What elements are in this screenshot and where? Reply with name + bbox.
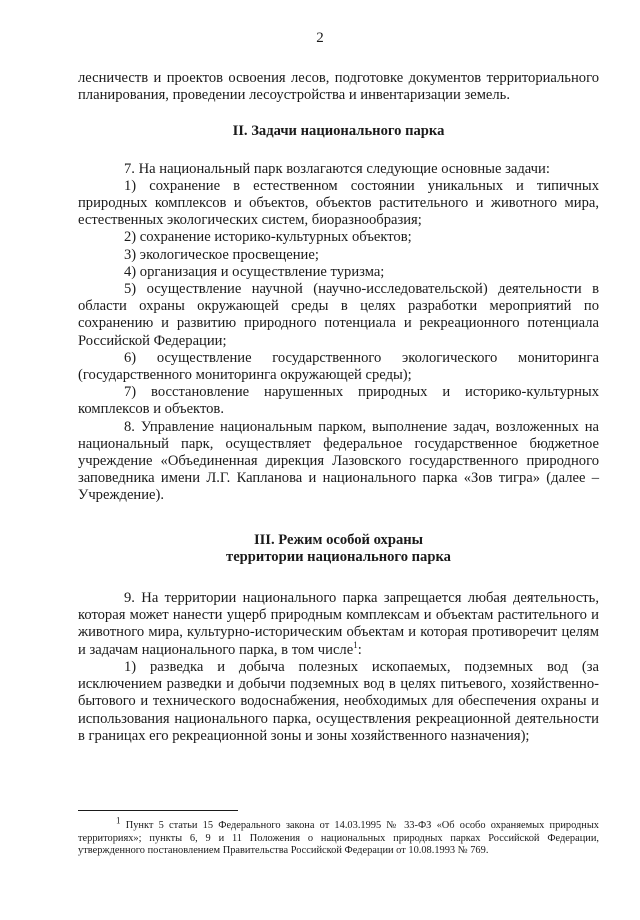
section-3-heading-line2: территории национального парка (226, 548, 451, 565)
paragraph-8: 8. Управление национальным парком, выполнение задач, возложенных на национальный парк, осуществляет федеральное государственное бюджетное учреждение «Объединенная дирекция Лазовского государственного природного заповедника имени Л.Г. Капланова и национального парка «Зов тигра» (далее – Учреждение). (78, 418, 599, 504)
task-item: 7) восстановление нарушенных природных и историко-культурных комплексов и объектов. (78, 384, 599, 418)
paragraph-9 (78, 590, 599, 659)
footnote-separator (78, 810, 238, 811)
section-3-heading (78, 532, 599, 566)
footnote-reference[interactable]: 1 (353, 639, 358, 650)
document-body (78, 70, 599, 745)
task-item: 5) осуществление научной (научно-исследовательской) деятельности в области охраны окружающей среды в целях разработки мероприятий по сохранению и развитию природного потенциала и рекреационного потенциала Российской Федерации; (78, 281, 599, 349)
task-item: 1) сохранение в естественном состоянии уникальных и типичных природных комплексов и объектов, объектов растительного и животного мира, естественных экологических систем, биоразнообразия; (78, 177, 599, 229)
section-2-heading: II. Задачи национального парка (232, 123, 445, 140)
prohibition-item: 1) разведка и добыча полезных ископаемых, подземных вод (за исключением разведки и добычи подземных вод в целях питьевого, хозяйственно-бытового и технического водоснабжения, необходимых для обеспечения охраны и использования национального парка, осуществления рекреационной деятельности в границах его рекреационной зоны и зоны хозяйственного назначения); (78, 658, 599, 744)
footnote-marker: 1 (116, 815, 121, 826)
section-3-heading-line1: III. Режим особой охраны (253, 531, 424, 548)
footnote (78, 815, 599, 858)
footnote-text: Пункт 5 статьи 15 Федерального закона от 14.03.1995 № 33-ФЗ «Об особо охраняемых природных территориях»; пункты 6, 9 и 11 Положения о национальных природных парках Российской Федерации, утвержденного постановлением Правительства Российской Федерации от 10.08.1993 № 769. (78, 820, 599, 857)
page-number: 2 (316, 30, 324, 46)
paragraph-9-end: : (357, 641, 362, 658)
task-item: 3) экологическое просвещение; (124, 246, 319, 263)
continuation-paragraph: лесничеств и проектов освоения лесов, подготовке документов территориального планирования, проведении лесоустройства и инвентаризации земель. (78, 70, 599, 104)
task-item: 2) сохранение историко-культурных объектов; (124, 229, 412, 246)
paragraph-9-text: 9. На территории национального парка запрещается любая деятельность, которая может нанести ущерб природным комплексам и объектам растительного и животного мира, культурно-историческим объектам и которая противоречит целям и задачам национального парка, в том числе (78, 590, 599, 658)
task-item: 6) осуществление государственного экологического мониторинга (государственного мониторинга окружающей среды); (78, 349, 599, 384)
paragraph-7-intro: 7. На национальный парк возлагаются следующие основные задачи: (124, 160, 550, 177)
task-item: 4) организация и осуществление туризма; (124, 263, 385, 280)
